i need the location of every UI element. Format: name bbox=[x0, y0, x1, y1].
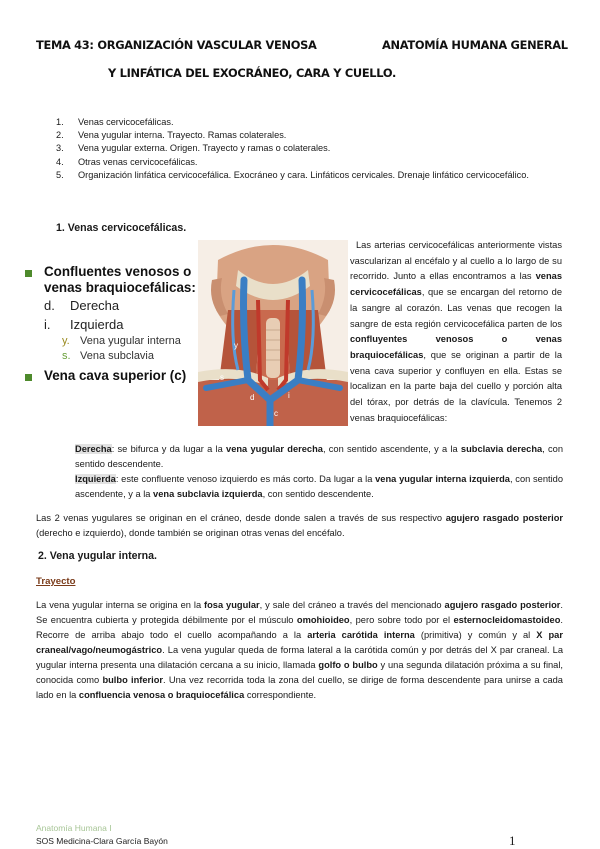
index-item: 2. Vena yugular interna. Trayecto. Ramas colaterales. bbox=[56, 130, 287, 141]
legend-confluentes: Confluentes venosos o venas braquiocefálicas: bbox=[44, 264, 196, 295]
figure-label-i: i bbox=[288, 391, 290, 400]
index-item: 5. Organización linfática cervicocefálica. Exocráneo y cara. Linfáticos cervicales. Drenaje linfático cervicocefálico. bbox=[56, 169, 529, 180]
legend-s-mark: s. bbox=[62, 350, 71, 362]
bullet-derecha: Derecha: se bifurca y da lugar a la vena yugular derecha, con sentido ascendente, y a la subclavia derecha, con sentido descendente. bbox=[75, 444, 564, 469]
legend-d-label: Derecha bbox=[70, 298, 120, 313]
bullet-izquierda: Izquierda: este confluente venoso izquierdo es más corto. Da lugar a la vena yugular interna izquierda, con sentido ascendente, y a la vena subclavia izquierda, con sentido descendente. bbox=[75, 474, 564, 499]
neck-veins-illustration bbox=[198, 240, 348, 426]
index-item: 4. Otras venas cervicocefálicas. bbox=[56, 156, 198, 167]
index-item: 1. Venas cervicocefálicas. bbox=[56, 117, 174, 127]
legend-bullet-icon bbox=[25, 270, 32, 277]
paragraph-trayecto: La vena yugular interna se origina en la fosa yugular, y sale del cráneo a través del mencionado agujero rasgado posterior. Se encuentra cubierta y protegida débilmente por el músculo omohioideo, pero sobre todo por el esternocleidomastoideo. Recorre de arriba abajo todo el cuello acompañando a la arteria carótida interna (primitiva) y común y al X par craneal/vago/neumogástrico. La vena yugular queda de forma lateral a la carótida común y por detrás del X par craneal. La yugular interna presenta una dilatación cercana a su inicio, llamada golfo o bulbo y una segunda dilatación próxima a su final, conocida como bulbo inferior. Una vez recorrida toda la zona del cuello, se dirige de forma descendente para unirse a cada lado en la confluencia venosa o braquiocefálica correspondiente. bbox=[36, 600, 564, 700]
subsection-trayecto: Trayecto bbox=[36, 576, 76, 587]
paragraph-yugulares: Las 2 venas yugulares se originan en el cráneo, desde donde salen a través de sus respectivo agujero rasgado posterior (derecho e izquierdo), donde también se originan otras venas del encéfalo. bbox=[36, 513, 563, 538]
index-list bbox=[56, 116, 564, 182]
legend-d-mark: d. bbox=[44, 298, 55, 313]
intro-paragraph: Las arterias cervicocefálicas anteriormente vistas vascularizan al encéfalo y al cuello a lo largo de su recorrido. Junto a ellas encontramos a las venas cervicocefálicas, que se encargan del retorno de la sangre al corazón. Las venas que recogen la sangre de esta región cervicocefálica parten de los confluyentes venosos o venas braquiocefálicas, que se originan a partir de la vena cava superior y confluyen en ella. Estas se localizan en la parte baja del cuello y porción alta del tórax, por detrás de la clavícula. Tenemos 2 venas braquiocefálicas: bbox=[350, 240, 562, 423]
footer-course: Anatomía Humana I bbox=[36, 823, 112, 833]
figure-label-s: s bbox=[220, 373, 224, 382]
figure-label-y: y bbox=[234, 341, 238, 350]
legend-cava: Vena cava superior (c) bbox=[44, 368, 187, 383]
footer-author: SOS Medicina-Clara García Bayón bbox=[36, 836, 168, 846]
legend-i-mark: i. bbox=[44, 317, 51, 332]
header-title-left: TEMA 43: ORGANIZACIÓN VASCULAR VENOSA bbox=[36, 38, 317, 52]
legend-y-mark: y. bbox=[62, 335, 70, 347]
legend-i-label: Izquierda bbox=[70, 317, 124, 332]
header-title-right: ANATOMÍA HUMANA GENERAL bbox=[382, 38, 568, 52]
header-title-line2: Y LINFÁTICA DEL EXOCRÁNEO, CARA Y CUELLO. bbox=[108, 66, 396, 80]
legend-y-label: Vena yugular interna bbox=[80, 335, 181, 347]
index-item: 3. Vena yugular externa. Origen. Trayecto y ramas o colaterales. bbox=[56, 143, 331, 154]
legend-s-label: Vena subclavia bbox=[80, 350, 154, 362]
section-2-title: 2. Vena yugular interna. bbox=[38, 550, 157, 562]
page-number: 1 bbox=[509, 833, 516, 848]
legend-bullet-icon bbox=[25, 374, 32, 381]
figure-label-d: d bbox=[250, 393, 255, 402]
section-1-title: 1. Venas cervicocefálicas. bbox=[56, 222, 187, 234]
figure-label-c: c bbox=[274, 409, 278, 418]
